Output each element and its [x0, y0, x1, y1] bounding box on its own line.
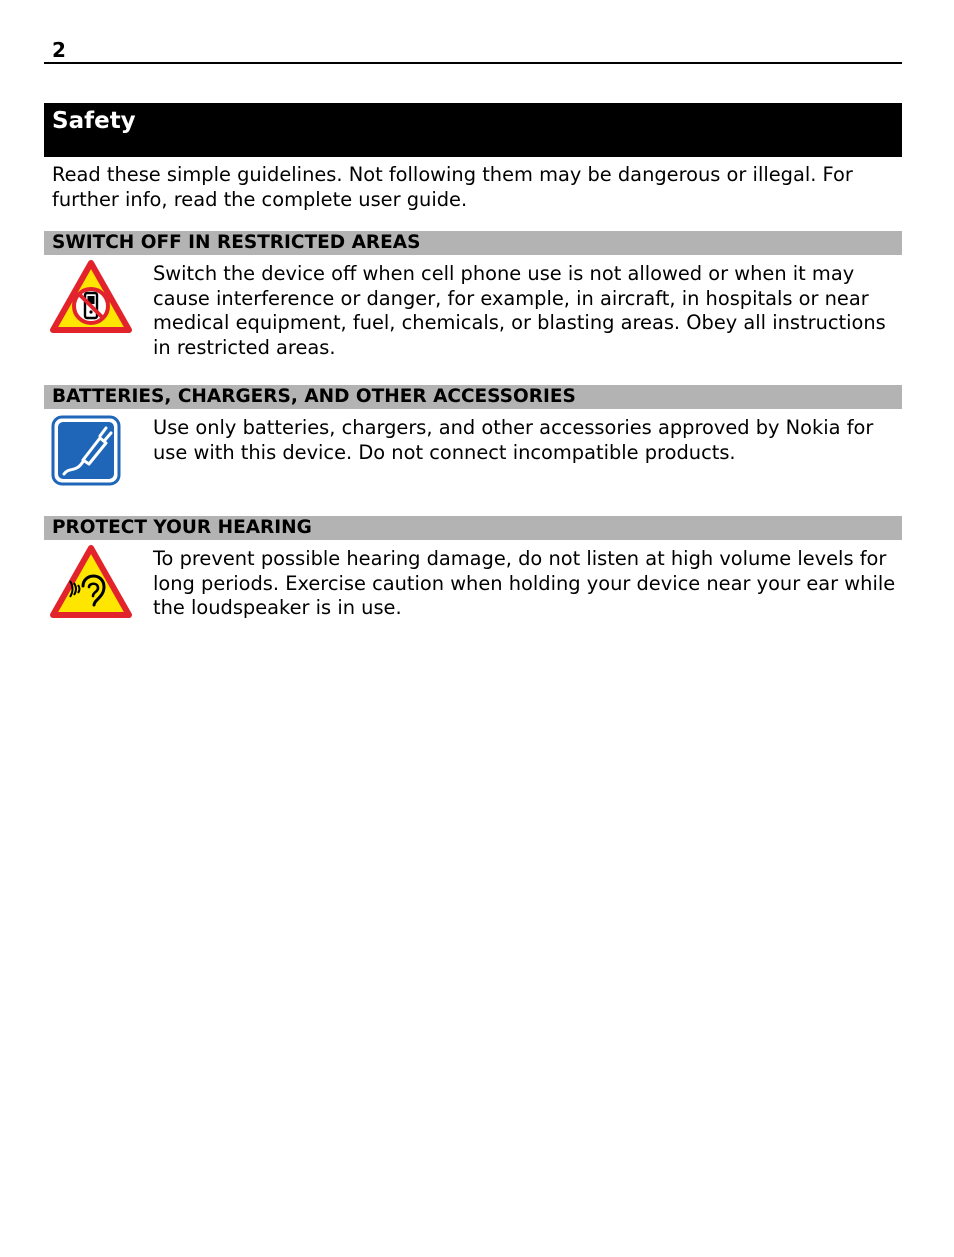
page-title: Safety: [52, 108, 136, 134]
title-bar: [44, 103, 902, 157]
charger-plug-icon: [50, 414, 124, 488]
section-body: Switch the device off when cell phone use is not allowed or when it may cause interference or danger, for example, in aircraft, in hospitals or near medical equipment, fuel, chemicals, or blasting areas. Obey all instructions in restricted areas.: [153, 262, 886, 359]
no-phone-warning-icon: [50, 260, 132, 334]
hearing-warning-icon: [50, 545, 132, 619]
section-body: To prevent possible hearing damage, do not listen at high volume levels for long periods. Exercise caution when holding your device near your ear while the loudspeaker is in use.: [153, 547, 896, 619]
page-number: 2: [52, 38, 66, 62]
section-header-hearing: [44, 516, 902, 540]
section-heading: BATTERIES, CHARGERS, AND OTHER ACCESSORIES: [52, 386, 576, 407]
section-header-batteries: [44, 385, 902, 409]
section-heading: PROTECT YOUR HEARING: [52, 517, 312, 538]
section-body: Use only batteries, chargers, and other accessories approved by Nokia for use with this device. Do not connect incompatible products.: [153, 416, 874, 464]
section-header-restricted-areas: [44, 231, 902, 255]
section-heading: SWITCH OFF IN RESTRICTED AREAS: [52, 232, 421, 253]
intro-paragraph: Read these simple guidelines. Not following them may be dangerous or illegal. For further info, read the complete user guide.: [52, 163, 853, 211]
header-rule: [44, 62, 902, 64]
